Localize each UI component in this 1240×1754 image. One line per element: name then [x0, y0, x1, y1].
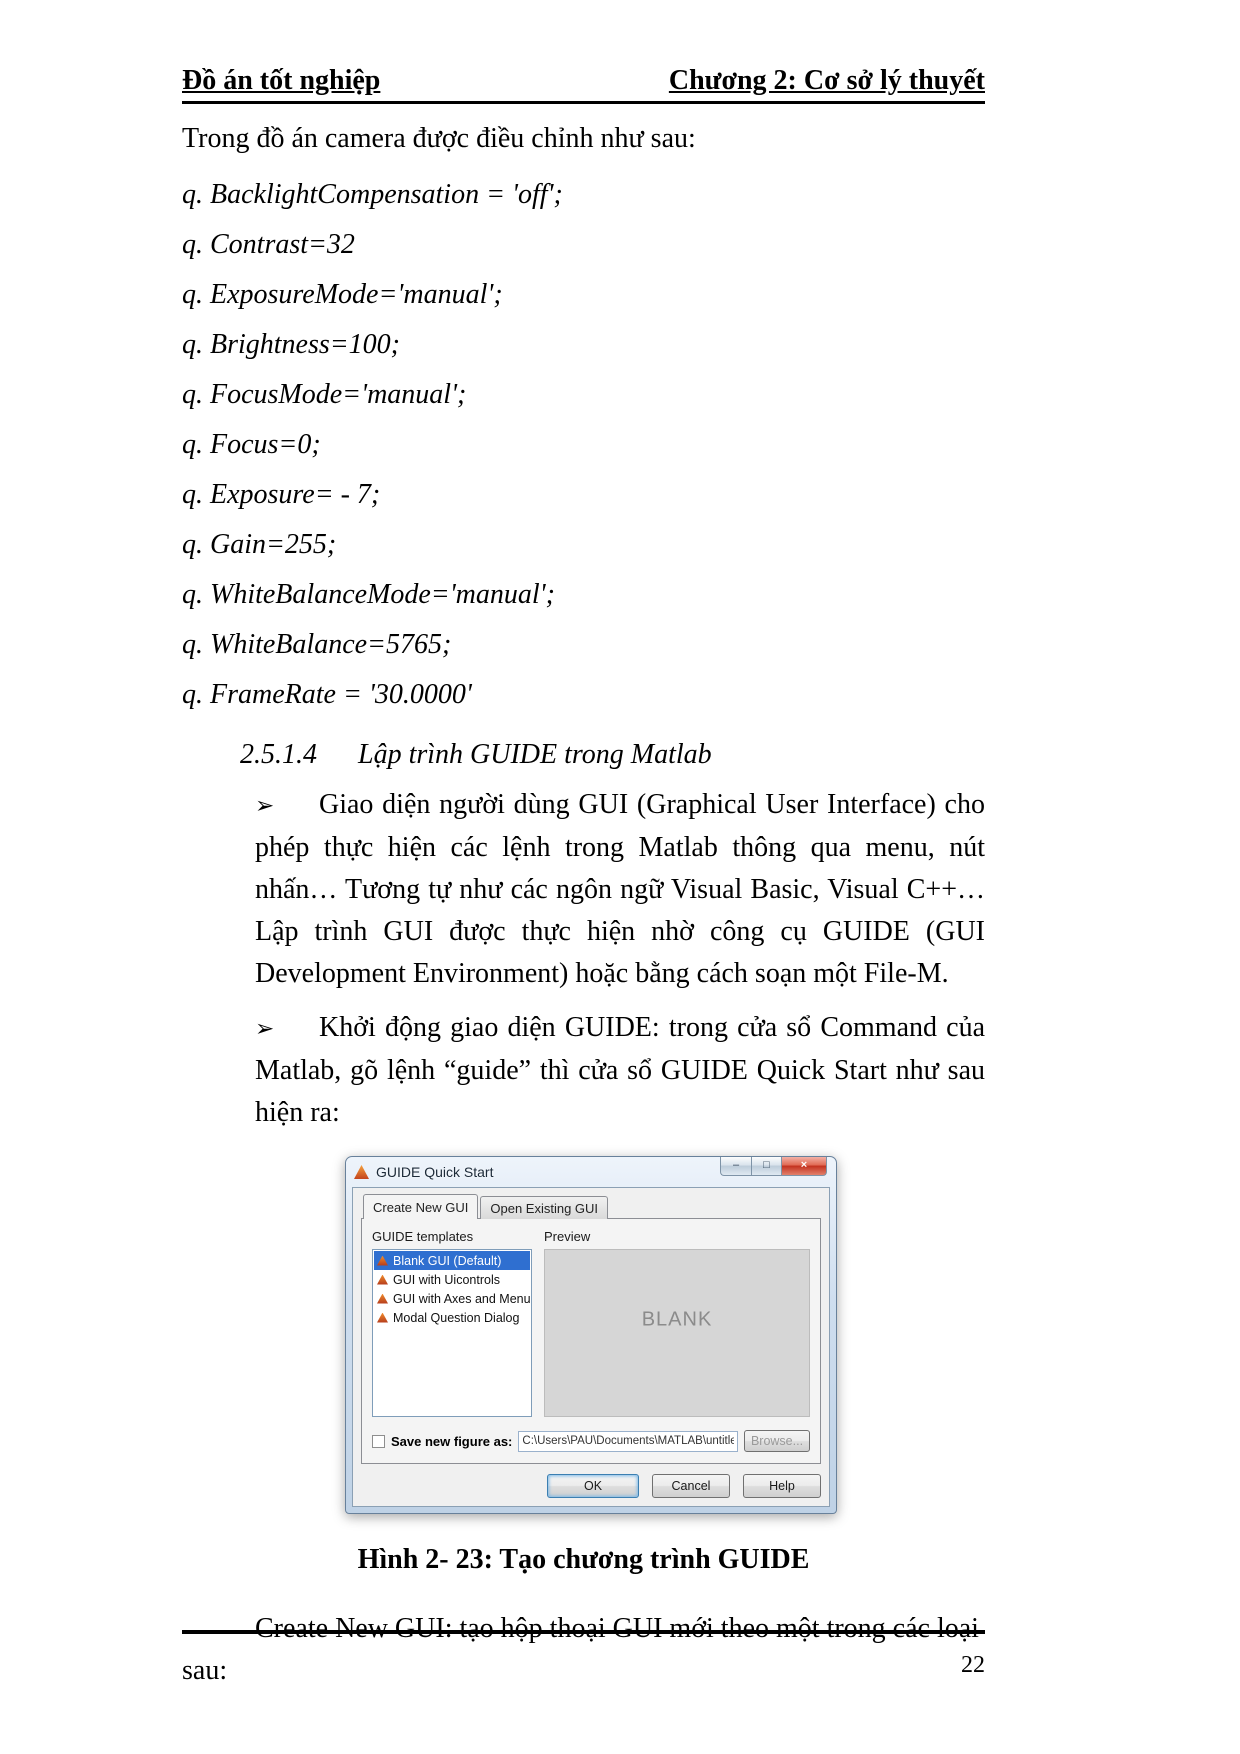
browse-button[interactable]: Browse...: [744, 1430, 810, 1452]
bullet-paragraph: [182, 1007, 985, 1134]
preview-column: [544, 1229, 810, 1417]
header-left: Đồ án tốt nghiệp: [182, 65, 381, 96]
tab-bar: [363, 1196, 821, 1219]
code-line: q. Gain=255;: [182, 529, 337, 560]
save-path-input[interactable]: [518, 1431, 738, 1452]
template-item-label: Blank GUI (Default): [393, 1253, 502, 1268]
section-heading: [240, 738, 985, 772]
code-line: q. Exposure= - 7;: [182, 479, 381, 510]
page-number: 22: [961, 1652, 985, 1678]
code-line: q. FrameRate = '30.0000': [182, 679, 472, 710]
matlab-template-icon: [377, 1294, 388, 1304]
figure-caption: Hình 2- 23: Tạo chương trình GUIDE: [357, 1544, 810, 1575]
templates-column: [372, 1229, 532, 1417]
header-right: Chương 2: Cơ sở lý thuyết: [668, 65, 985, 96]
template-item-modal-question-dialog[interactable]: [374, 1308, 530, 1327]
template-item-gui-with-uicontrols[interactable]: [374, 1270, 530, 1289]
ok-button[interactable]: OK: [547, 1474, 639, 1498]
template-item-label: GUI with Axes and Menu: [393, 1291, 531, 1306]
tab-create-new-gui[interactable]: Create New GUI: [363, 1194, 478, 1219]
bullet-text: Khởi động giao diện GUIDE: trong cửa sổ Command của Matlab, gõ lệnh “guide” thì cửa sổ GUIDE Quick Start như sau hiện ra:: [255, 1012, 985, 1128]
section-title: Lập trình GUIDE trong Matlab: [358, 739, 712, 770]
code-line: q. BacklightCompensation = 'off';: [182, 179, 563, 210]
section-number: 2.5.1.4: [240, 739, 317, 770]
code-line: q. WhiteBalanceMode='manual';: [182, 579, 555, 610]
window-title: GUIDE Quick Start: [376, 1164, 494, 1180]
closing-paragraph: Create New GUI: tạo hộp thoại GUI mới theo một trong các loại sau:: [182, 1613, 979, 1686]
template-item-blank-gui[interactable]: [374, 1251, 530, 1270]
guide-quick-start-window: [345, 1156, 837, 1514]
code-line: q. WhiteBalance=5765;: [182, 629, 452, 660]
minimize-button[interactable]: –: [720, 1157, 751, 1176]
bullet-text: Giao diện người dùng GUI (Graphical User Interface) cho phép thực hiện các lệnh trong Matlab thông qua menu, nút nhấn… Tương tự như các ngôn ngữ Visual Basic, Visual C++… Lập trình GUI được thực hiện nhờ công cụ GUIDE (GUI Development Environment) hoặc bằng cách soạn một File-M.: [255, 789, 985, 989]
screenshot-guide-quick-start: [345, 1156, 985, 1514]
templates-label: GUIDE templates: [372, 1229, 474, 1244]
code-line: q. FocusMode='manual';: [182, 379, 467, 410]
bullet-arrow-icon: ➢: [255, 793, 275, 819]
tab-page-create-new-gui: [361, 1218, 821, 1464]
maximize-button[interactable]: □: [751, 1157, 782, 1176]
window-controls: [720, 1157, 827, 1176]
page-header: [182, 64, 985, 104]
dialog-button-row: [361, 1474, 821, 1498]
matlab-icon: [354, 1165, 369, 1179]
save-checkbox-label: Save new figure as:: [391, 1433, 513, 1449]
preview-area: [544, 1249, 810, 1417]
save-row: [372, 1429, 810, 1453]
preview-label: Preview: [544, 1229, 591, 1244]
code-line: q. Focus=0;: [182, 429, 321, 460]
preview-blank-text: BLANK: [641, 1308, 713, 1331]
template-item-label: GUI with Uicontrols: [393, 1272, 500, 1287]
bullet-paragraph: [182, 784, 985, 995]
save-checkbox[interactable]: [372, 1435, 385, 1448]
templates-listbox[interactable]: [372, 1249, 532, 1417]
close-button[interactable]: ×: [782, 1157, 827, 1176]
intro-paragraph: Trong đồ án camera được điều chỉnh như sau:: [182, 123, 696, 154]
code-line: q. Contrast=32: [182, 229, 355, 260]
matlab-template-icon: [377, 1275, 388, 1285]
template-item-label: Modal Question Dialog: [393, 1310, 520, 1325]
page-content: [182, 64, 985, 1720]
help-button[interactable]: Help: [743, 1474, 821, 1498]
code-line: q. Brightness=100;: [182, 329, 400, 360]
cancel-button[interactable]: Cancel: [652, 1474, 730, 1498]
footer-rule: [182, 1630, 985, 1634]
matlab-template-icon: [377, 1313, 388, 1323]
matlab-template-icon: [377, 1256, 388, 1266]
dialog-body: [352, 1187, 830, 1507]
tab-open-existing-gui[interactable]: Open Existing GUI: [480, 1196, 608, 1219]
template-item-gui-with-axes-and-menu[interactable]: [374, 1289, 530, 1308]
code-line: q. ExposureMode='manual';: [182, 279, 503, 310]
title-bar[interactable]: [346, 1157, 836, 1187]
bullet-arrow-icon: ➢: [255, 1016, 275, 1042]
